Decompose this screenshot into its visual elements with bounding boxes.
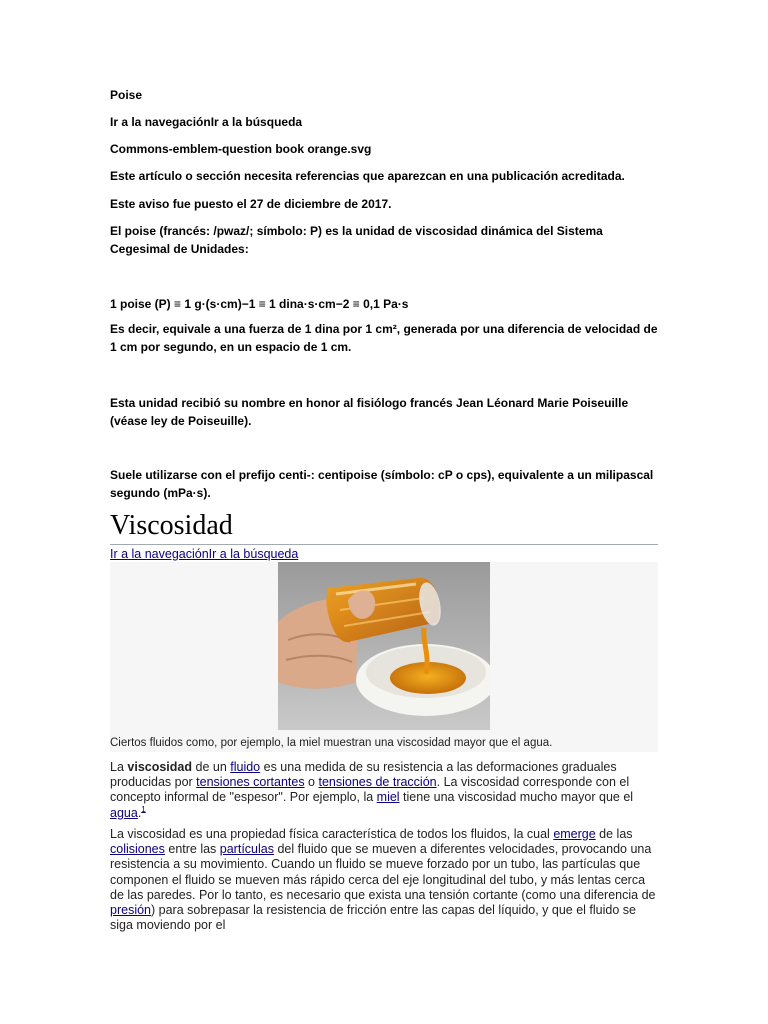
notice-date: Este aviso fue puesto el 27 de diciembre de 2017. xyxy=(110,197,392,211)
poise-honor: Esta unidad recibió su nombre en honor al fisiólogo francés Jean Léonard Marie Poiseuille (véase ley de Poiseuille). xyxy=(110,396,629,428)
text-run: o xyxy=(304,775,319,790)
reference-1-link[interactable]: 1 xyxy=(141,804,146,814)
doc-nav-text: Ir a la navegaciónIr a la búsqueda xyxy=(110,115,303,129)
link-presion[interactable]: presión xyxy=(110,903,151,918)
article-paragraph-2 xyxy=(110,827,658,933)
link-fluido[interactable]: fluido xyxy=(230,760,261,774)
centipoise-prefix: Suele utilizarse con el prefijo centi-: centipoise (símbolo: cP o cps), equivalente a un milipascal segundo (mPa·s). xyxy=(110,468,654,500)
emblem-filename: Commons-emblem-question book orange.svg xyxy=(110,142,372,156)
term-viscosidad: viscosidad xyxy=(127,760,193,774)
link-miel[interactable]: miel xyxy=(376,790,400,805)
link-agua[interactable]: agua xyxy=(110,805,138,820)
article-heading: Viscosidad xyxy=(110,508,658,545)
text-run: es una medida de su resistencia a las deformaciones graduales producidas por xyxy=(110,760,617,790)
text-run: . La viscosidad corresponde con el concepto informal de "espesor". Por ejemplo, la xyxy=(110,775,630,805)
text-run: entre las xyxy=(164,842,220,857)
link-emerge[interactable]: emerge xyxy=(553,827,596,841)
text-run: tiene una viscosidad mucho mayor que el xyxy=(399,790,634,805)
link-tensiones-cortantes[interactable]: tensiones cortantes xyxy=(196,775,305,790)
text-run: La viscosidad es una propiedad física característica de todos los fluidos, la cual xyxy=(110,827,554,841)
references-notice: Este artículo o sección necesita referencias que aparezcan en una publicación acreditada. xyxy=(110,169,625,183)
figure-caption: Ciertos fluidos como, por ejemplo, la miel muestran una viscosidad mayor que el agua. xyxy=(110,737,553,749)
text-run: de las xyxy=(595,827,633,841)
link-tensiones-de-traccion[interactable]: tensiones de tracción xyxy=(318,775,437,790)
navigation-link[interactable]: Ir a la navegaciónIr a la búsqueda xyxy=(110,547,299,561)
article-paragraph-1 xyxy=(110,760,658,821)
text-run: . xyxy=(137,805,142,820)
text-run: de un xyxy=(192,760,231,774)
poise-equivalence: Es decir, equivale a una fuerza de 1 dina por 1 cm², generada por una diferencia de velocidad de 1 cm por segundo, en un espacio de 1 cm. xyxy=(110,322,658,354)
text-run: La xyxy=(110,760,128,774)
honey-jar-photo xyxy=(278,562,490,730)
poise-intro: El poise (francés: /pwaz/; símbolo: P) es la unidad de viscosidad dinámica del Sistema Cegesimal de Unidades: xyxy=(110,224,603,256)
text-run: ) para sobrepasar la resistencia de fricción entre las capas del líquido, y que el fluido se siga moviendo por el xyxy=(110,903,636,933)
link-colisiones[interactable]: colisiones xyxy=(110,842,165,857)
poise-formula: 1 poise (P) ≡ 1 g·(s·cm)−1 ≡ 1 dina·s·cm−2 ≡ 0,1 Pa·s xyxy=(110,297,409,311)
text-run: del fluido que se mueven a diferentes velocidades, provocando una resistencia a su movimiento. Cuando un fluido se mueve forzado por un tubo, las partículas que componen el fluido se mueven más rápido cerca del eje longitudinal del tubo, y más lentas cerca de las paredes. Por lo tanto, es necesario que exista una tensión cortante (como una diferencia de xyxy=(110,842,656,902)
link-particulas[interactable]: partículas xyxy=(219,842,274,857)
doc-title: Poise xyxy=(110,88,143,102)
